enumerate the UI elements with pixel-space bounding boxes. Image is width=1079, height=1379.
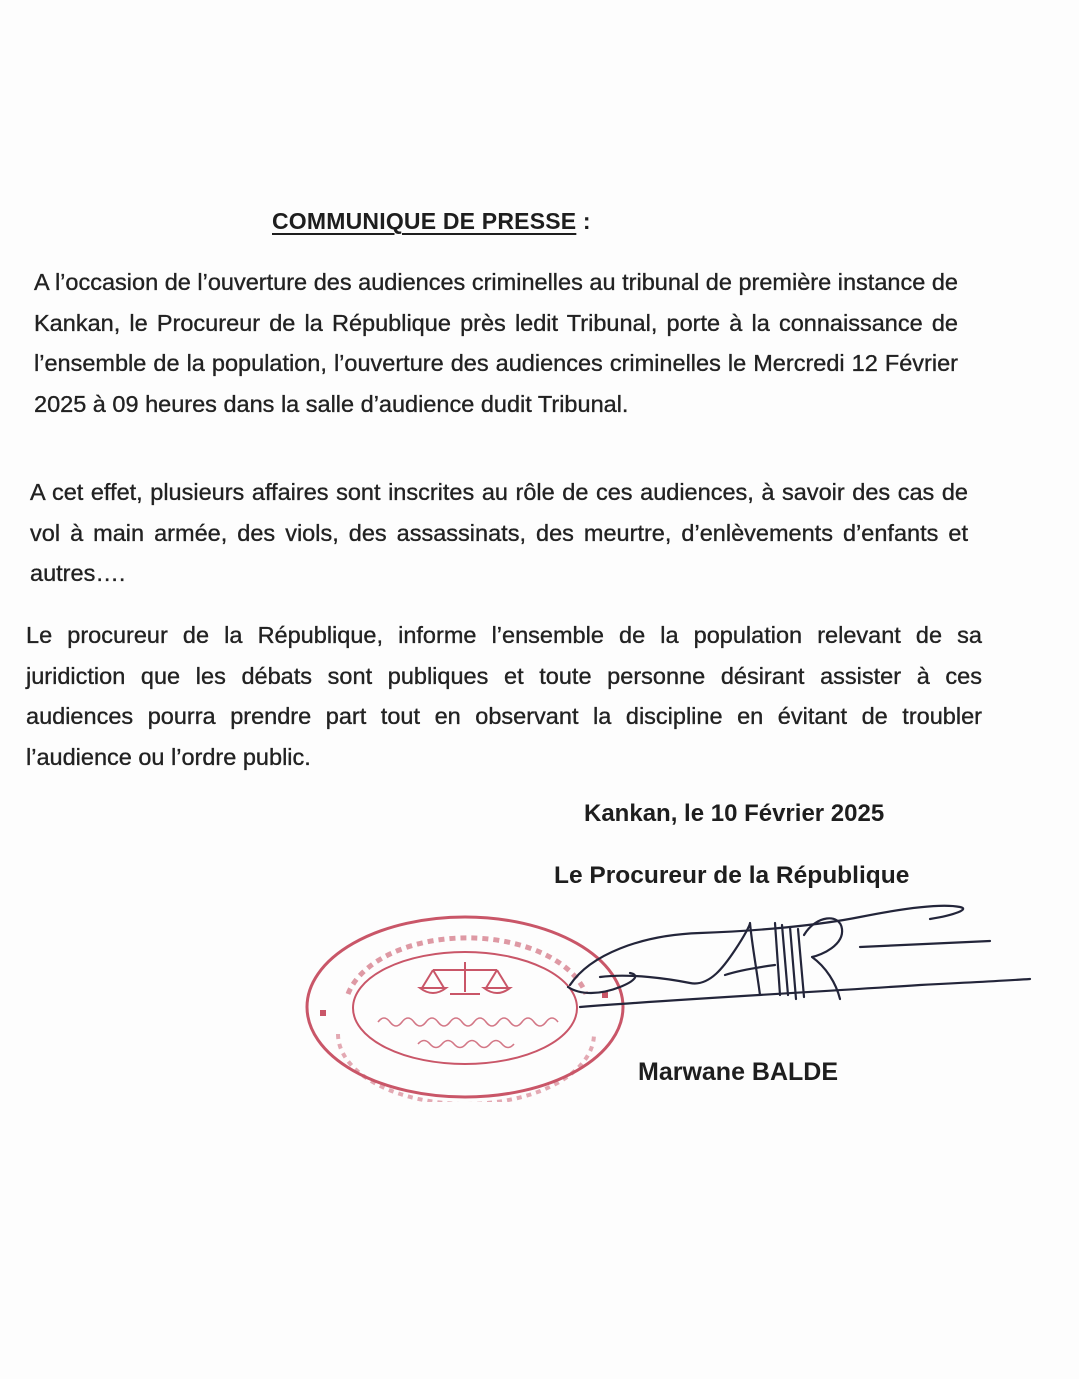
paragraph-announcement: A l’occasion de l’ouverture des audiences criminelles au tribunal de première instance de Kankan, le Procureur de la République près ledit Tribunal, porte à la connaissance de l’ensemble de la population, l’ouverture des audiences criminelles le Mercredi 12 Février 2025 à 09 heures dans la salle d’audience dudit Tribunal. <box>34 269 958 417</box>
stamp-inner-lettering <box>378 1018 558 1048</box>
paragraph-public-notice: Le procureur de la République, informe l’ensemble de la population relevant de sa juridiction que les débats sont publiques et toute personne désirant assister à ces audiences pourra prendre part tout en observant la discipline en évitant de troubler l’audience ou l’ordre public. <box>26 622 982 770</box>
signatory-name: Marwane BALDE <box>638 1058 839 1086</box>
title-text: COMMUNIQUE DE PRESSE <box>272 208 577 234</box>
title-suffix: : <box>576 208 591 234</box>
signatory-role: Le Procureur de la République <box>554 862 910 889</box>
scales-of-justice-icon <box>420 962 510 994</box>
document-title <box>272 208 591 235</box>
place-date: Kankan, le 10 Février 2025 <box>584 800 885 827</box>
handwritten-signature <box>560 895 1040 1025</box>
paragraph-cases: A cet effet, plusieurs affaires sont inscrites au rôle de ces audiences, à savoir des cas de vol à main armée, des viols, des assassinats, des meurtre, d’enlèvements d’enfants et autres…. <box>30 479 968 586</box>
